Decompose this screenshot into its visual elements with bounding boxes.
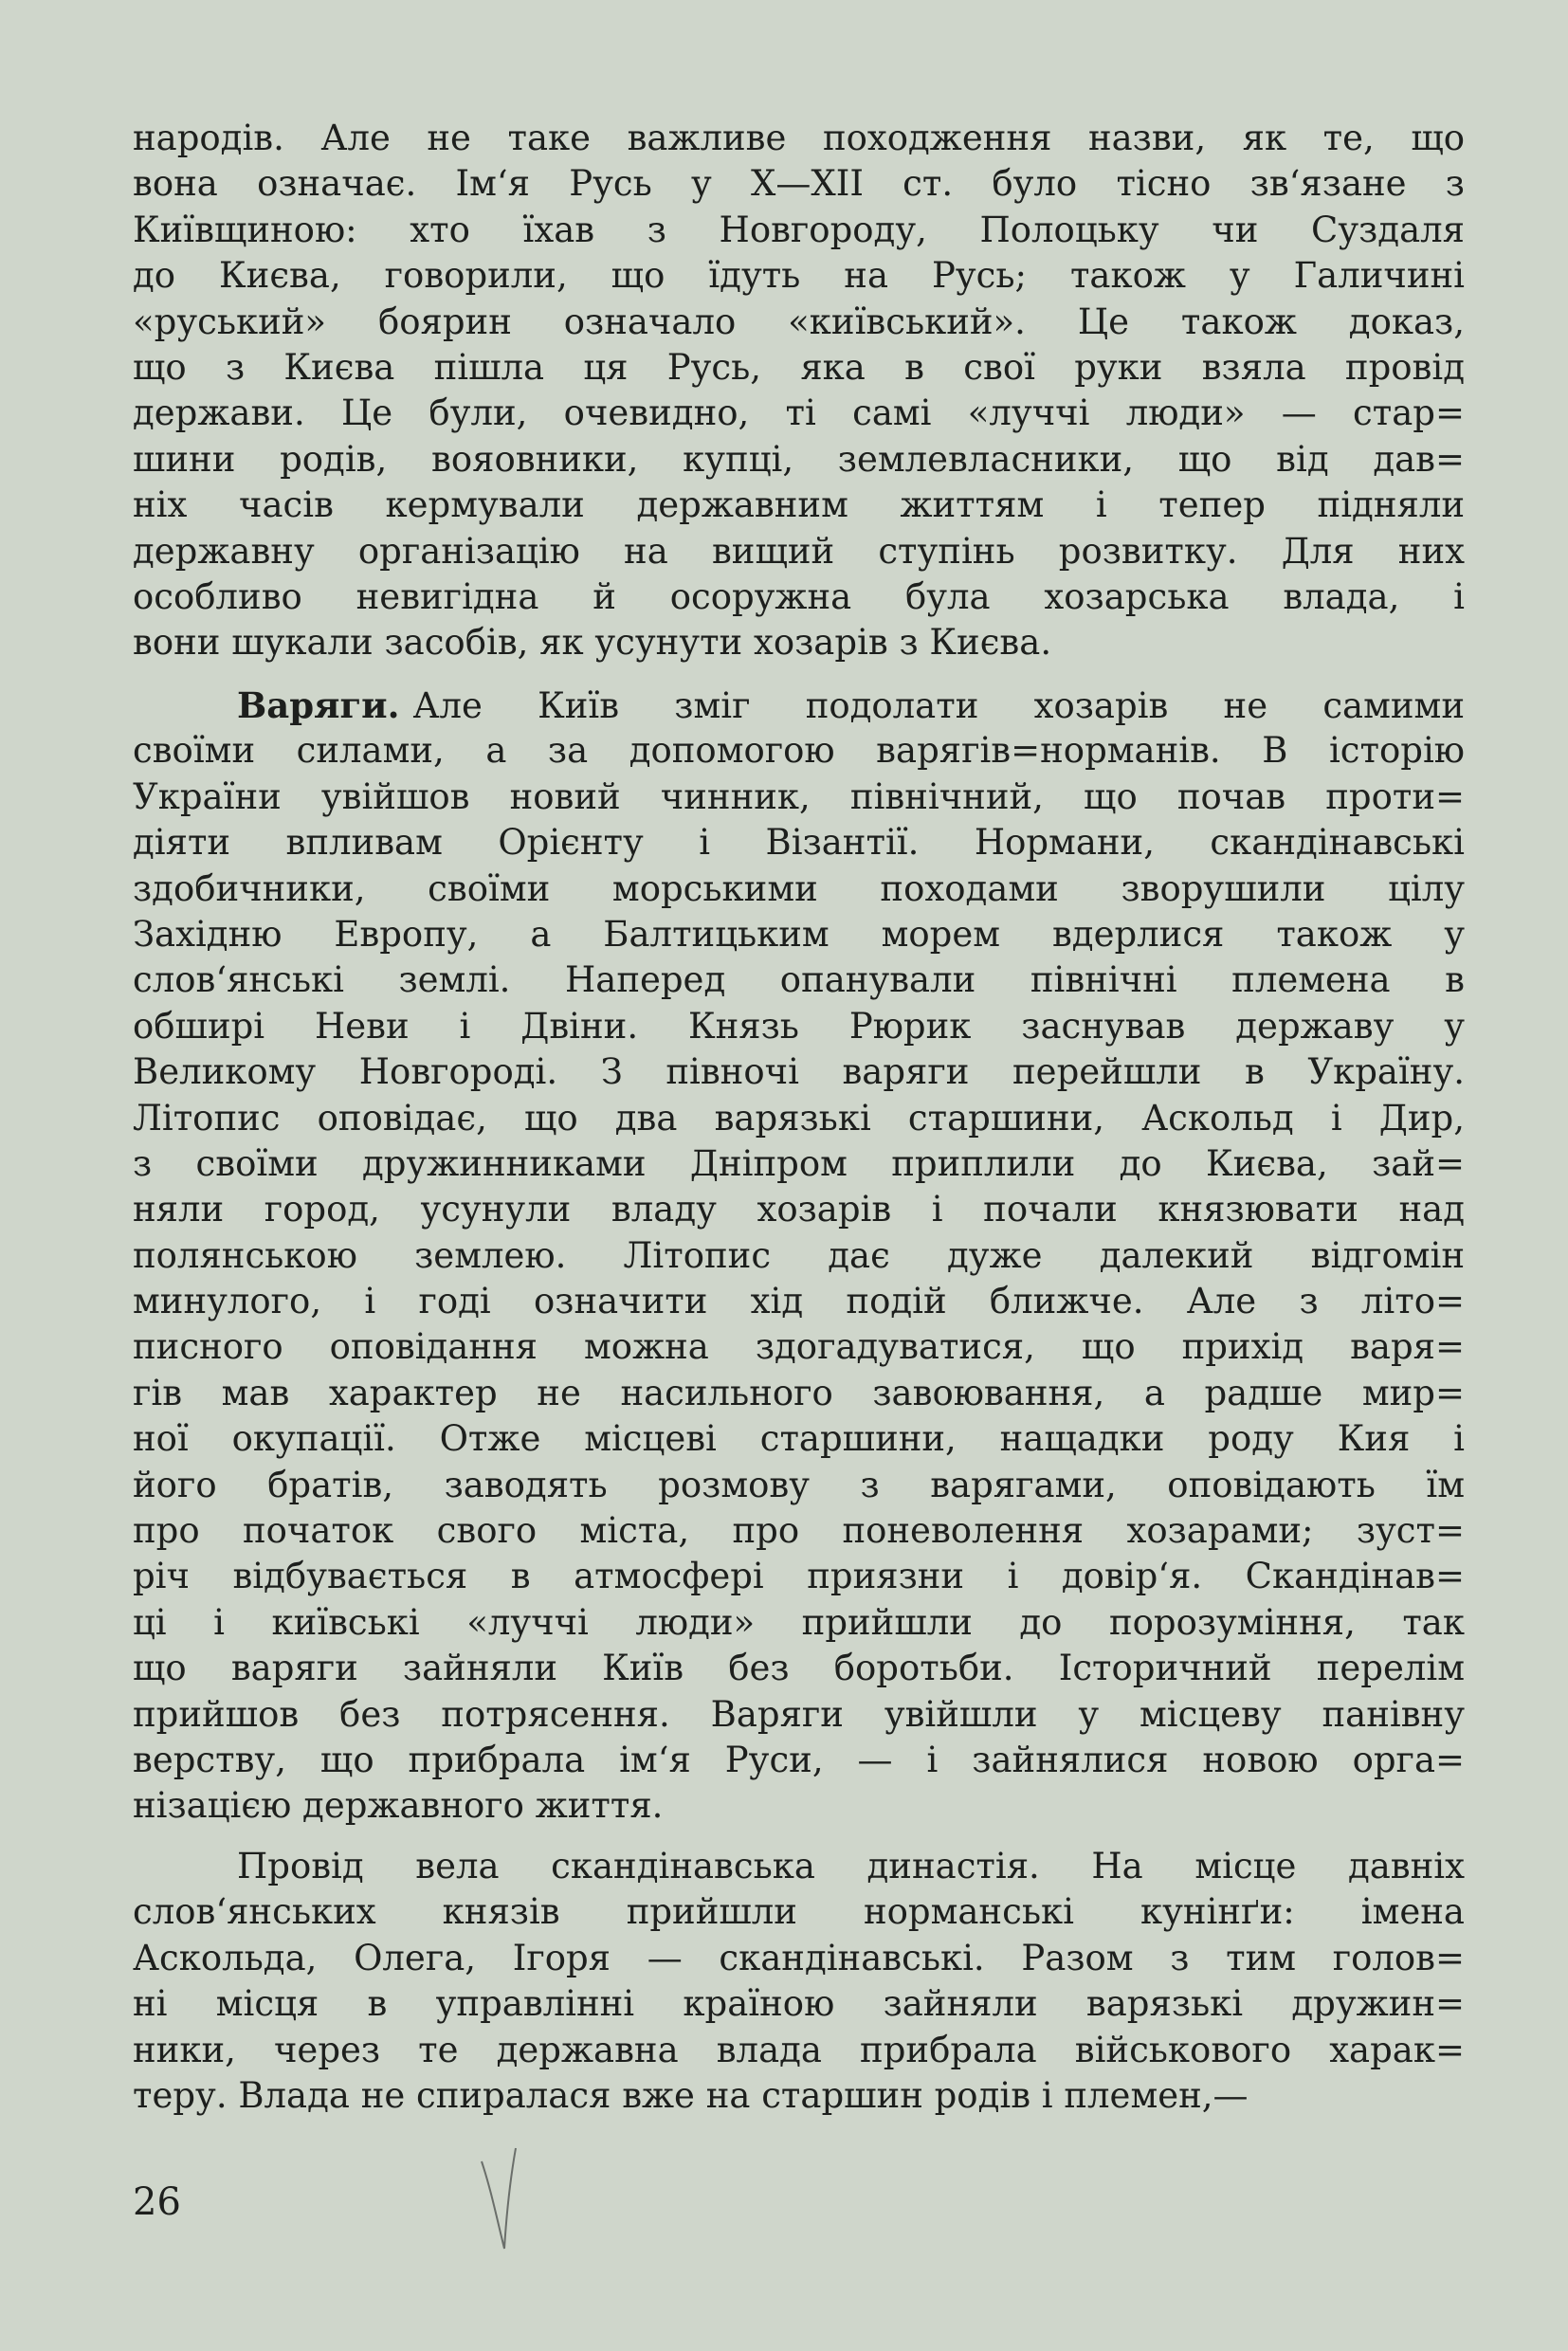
text-line: Західню Европу, а Балтицьким морем вдерлися також у (133, 913, 1465, 955)
text-line: обширі Неви і Двіни. Князь Рюрик заснував державу у (133, 1005, 1465, 1047)
text-line: своїми силами, а за допомогою варягів=норманів. В історію (133, 730, 1465, 772)
text-line: полянською землею. Літопис дає дуже далекий відгомін (133, 1234, 1465, 1276)
paragraph-2 (133, 683, 1465, 1830)
text-line: Київщиною: хто їхав з Новгороду, Полоцьку чи Суздаля (133, 209, 1465, 250)
text-line: минулого, і годі означити хід подій ближче. Але з літо= (133, 1281, 1465, 1322)
text-line: діяти впливам Орієнту і Візантії. Нормани, скандінавські (133, 822, 1465, 864)
text-line: верству, що прибрала ім‘я Руси, — і зайнялися новою орга= (133, 1739, 1465, 1780)
text-line: що з Києва пішла ця Русь, яка в свої руки взяла провід (133, 346, 1465, 388)
text-line: держави. Це були, очевидно, ті самі «луччі люди» — стар= (133, 392, 1465, 434)
text-line: України увійшов новий чинник, північний, що почав проти= (133, 775, 1465, 817)
text-line: ної окупації. Отже місцеві старшини, нащадки роду Кия і (133, 1418, 1465, 1460)
page-number: 26 (133, 2180, 181, 2224)
paragraph-3 (133, 1844, 1465, 2119)
text-line: ніх часів кермували державним життям і тепер підняли (133, 484, 1465, 526)
text-line: слов‘янські землі. Наперед опанували північні племена в (133, 959, 1465, 1001)
text-line: до Києва, говорили, що їдуть на Русь; також у Галичині (133, 255, 1465, 297)
text-line: ні місця в управлінні країною зайняли варязькі дружин= (133, 1983, 1465, 2025)
text-line: з своїми дружинниками Дніпром приплили до Києва, зай= (133, 1142, 1465, 1184)
text-line: «руський» боярин означало «київський». Це також доказ, (133, 301, 1465, 342)
text-line: слов‘янських князів прийшли норманські кунінґи: імена (133, 1891, 1465, 1933)
paragraph-1 (133, 116, 1465, 666)
text-line: нізацією державного життя. (133, 1785, 664, 1827)
text-line: вона означає. Ім‘я Русь у X—XII ст. було тісно зв‘язане з (133, 163, 1465, 205)
text-line: вони шукали засобів, як усунути хозарів з Києва. (133, 622, 1052, 664)
text-line: про початок свого міста, про поневолення хозарами; зуст= (133, 1510, 1465, 1552)
text-line: ці і київські «луччі люди» прийшли до порозуміння, так (133, 1601, 1465, 1643)
pencil-check-mark-icon (474, 2142, 531, 2256)
text-line (133, 683, 1465, 728)
text-line: державну організацію на вищий ступінь розвитку. Для них (133, 530, 1465, 572)
text-line: народів. Але не таке важливе походження назви, як те, що (133, 118, 1465, 158)
text-line: що варяги зайняли Київ без боротьби. Історичний перелім (133, 1648, 1465, 1689)
text-line: теру. Влада не спиралася вже на старшин родів і племен,— (133, 2074, 1249, 2116)
text-line-content: Але Київ зміг подолати хозарів не самими (412, 685, 1465, 726)
text-line: здобичники, своїми морськими походами зворушили цілу (133, 867, 1465, 909)
text-line: Провід вела скандінавська династія. На місце давніх (237, 1846, 1465, 1886)
text-line: прийшов без потрясення. Варяги увійшли у місцеву панівну (133, 1693, 1465, 1735)
text-line: річ відбувається в атмосфері приязни і довір‘я. Скандінав= (133, 1556, 1465, 1597)
text-line: гів мав характер не насильного завоювання, а радше мир= (133, 1372, 1465, 1413)
text-line: особливо невигідна й осоружна була хозарська влада, і (133, 575, 1465, 617)
section-heading: Варяги. (237, 684, 400, 726)
text-line: Великому Новгороді. З півночі варяги перейшли в Україну. (133, 1051, 1465, 1093)
text-line: його братів, заводять розмову з варягами, оповідають їм (133, 1464, 1465, 1505)
text-line: Літопис оповідає, що два варязькі старшини, Аскольд і Дир, (133, 1097, 1465, 1139)
text-line: писного оповідання можна здогадуватися, що прихід варя= (133, 1326, 1465, 1368)
text-line: ники, через те державна влада прибрала військового харак= (133, 2029, 1465, 2070)
text-line: шини родів, вояовники, купці, землевласники, що від дав= (133, 438, 1465, 480)
text-line: Аскольда, Олега, Ігоря — скандінавські. Разом з тим голов= (133, 1937, 1465, 1978)
text-line: няли город, усунули владу хозарів і почали князювати над (133, 1189, 1465, 1230)
